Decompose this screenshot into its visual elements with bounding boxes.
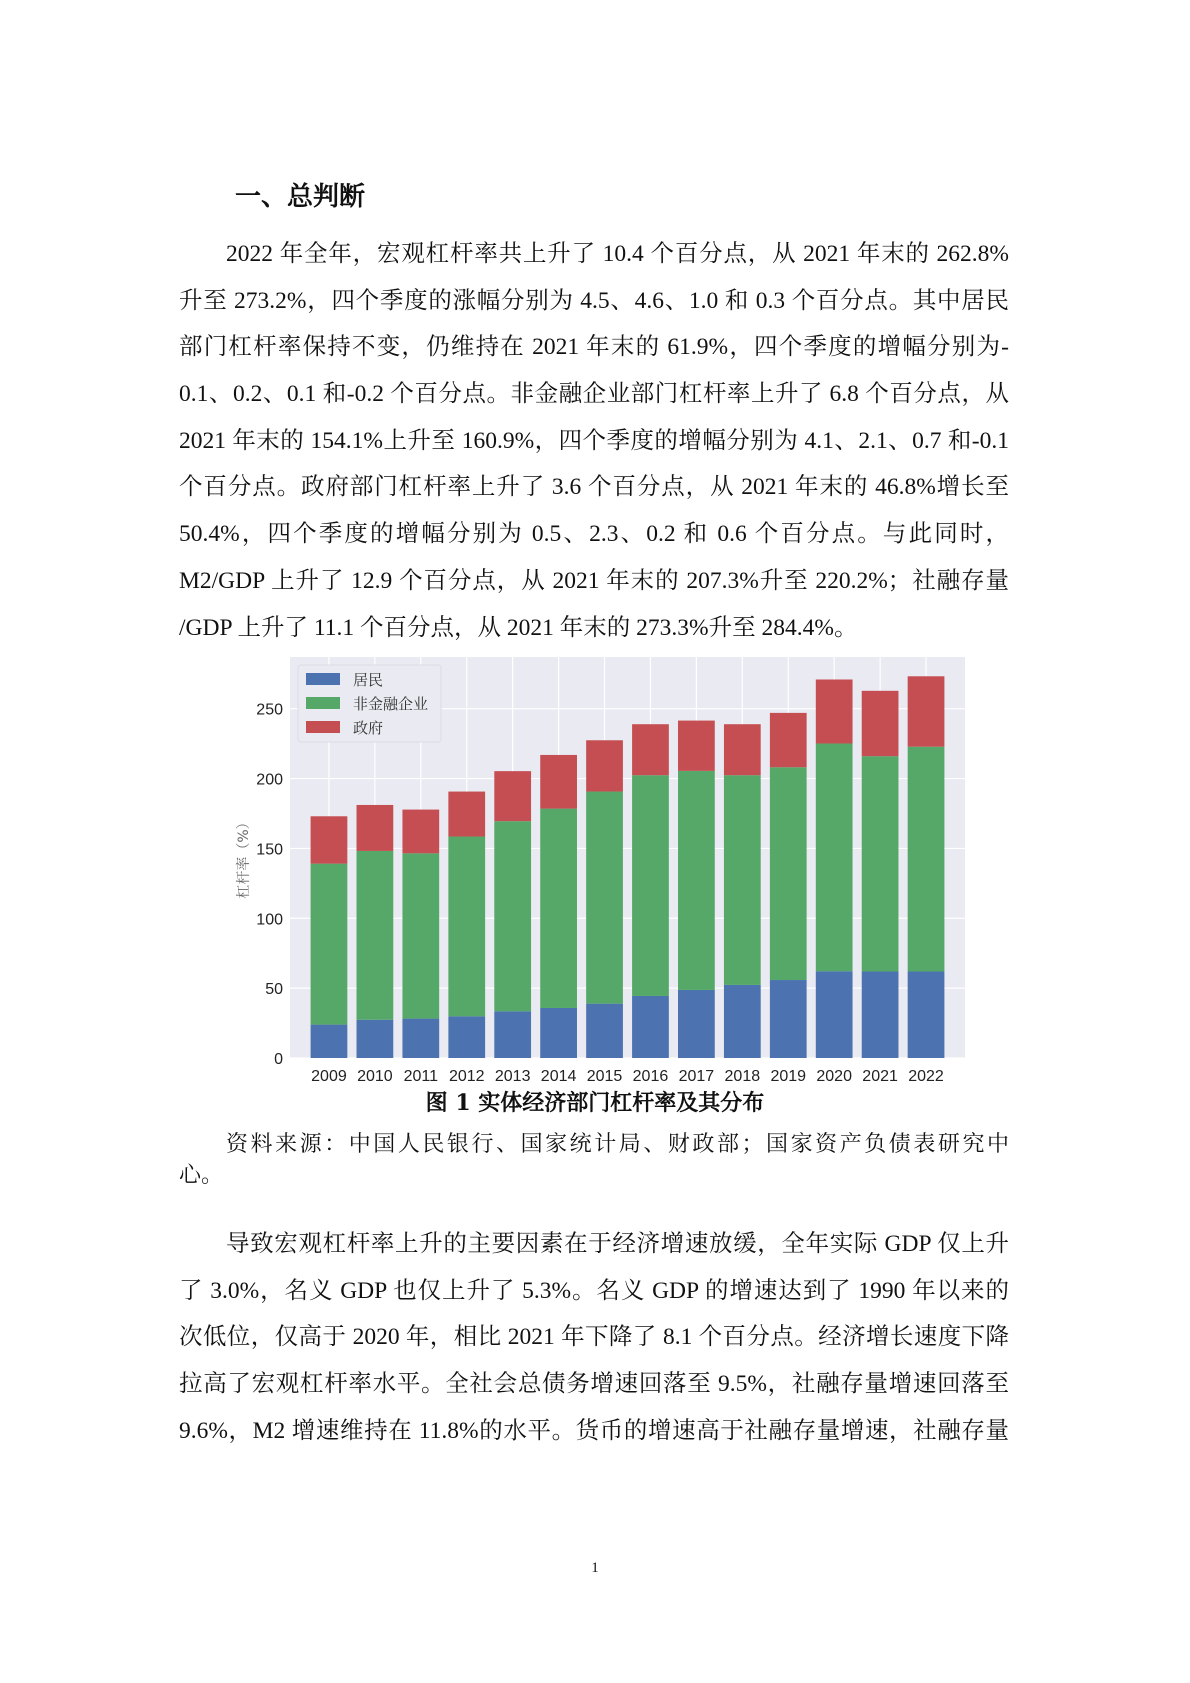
text-line: 拉高了宏观杠杆率水平。全社会总债务增速回落至 9.5%，社融存量增速回落至 [179,1371,1009,1398]
bar-政府-2015 [586,740,623,791]
x-tick-label: 2019 [770,1068,807,1085]
bar-居民-2013 [494,1011,531,1058]
text-line: 50.4%，四个季度的增幅分别为 0.5、2.3、0.2 和 0.6 个百分点。与此同时， [179,521,1009,548]
bar-居民-2011 [402,1019,439,1058]
bar-政府-2009 [311,816,348,863]
text-line: /GDP 上升了 11.1 个百分点，从 2021 年末的 273.3%升至 284.4%。 [179,614,858,641]
x-tick-label: 2018 [724,1068,761,1085]
bar-居民-2022 [908,972,945,1058]
legend-swatch-2 [306,721,340,733]
bar-非金融企业-2021 [862,756,899,971]
x-tick-label: 2009 [311,1068,347,1085]
source-line: 资料来源：中国人民银行、国家统计局、财政部；国家资产负债表研究中 [226,1131,1009,1156]
y-tick-label: 250 [256,701,283,719]
bar-政府-2010 [357,805,394,851]
text-line: 升至 273.2%，四个季度的涨幅分别为 4.5、4.6、1.0 和 0.3 个百分点。其中居民 [179,287,1009,314]
x-tick-label: 2011 [403,1068,439,1085]
bar-非金融企业-2014 [540,809,577,1008]
section-heading: 一、总判断 [235,182,366,212]
bar-居民-2014 [540,1008,577,1058]
bar-非金融企业-2019 [770,767,807,980]
x-tick-label: 2021 [862,1068,898,1085]
text-line: 了 3.0%，名义 GDP 也仅上升了 5.3%。名义 GDP 的增速达到了 1990 年以来的 [179,1277,1009,1304]
paragraph-2 [179,1221,1009,1454]
y-tick-label: 150 [256,841,283,859]
x-tick-label: 2015 [586,1068,623,1085]
bar-政府-2019 [770,713,807,767]
page-number: 1 [591,1560,599,1576]
bar-政府-2017 [678,721,715,771]
x-tick-label: 2022 [908,1068,944,1085]
text-line: M2/GDP 上升了 12.9 个百分点，从 2021 年末的 207.3%升至 220.2%；社融存量 [179,567,1009,594]
source-note [179,1128,1009,1190]
bar-非金融企业-2020 [816,743,853,971]
source-line: 心。 [179,1162,224,1187]
bar-政府-2013 [494,771,531,821]
x-tick-label: 2012 [448,1068,485,1085]
x-tick-label: 2010 [357,1068,393,1085]
x-tick-label: 2016 [632,1068,669,1085]
text-line: 2022 年全年，宏观杠杆率共上升了 10.4 个百分点，从 2021 年末的 262.8% [226,241,1009,267]
bar-非金融企业-2010 [357,851,394,1020]
y-tick-label: 200 [256,771,283,789]
text-line: 部门杠杆率保持不变，仍维持在 2021 年末的 61.9%，四个季度的增幅分别为- [179,334,1009,361]
text-line: 导致宏观杠杆率上升的主要因素在于经济增速放缓，全年实际 GDP 仅上升 [226,1231,1009,1257]
legend-swatch-0 [306,673,340,685]
text-line: 2021 年末的 154.1%上升至 160.9%，四个季度的增幅分别为 4.1、2.1、0.7 和-0.1 [179,427,1009,454]
bar-非金融企业-2015 [586,792,623,1004]
y-tick-label: 100 [256,911,283,929]
bar-居民-2021 [862,972,899,1058]
legend-swatch-1 [306,697,340,709]
bar-政府-2011 [402,810,439,854]
bar-居民-2017 [678,990,715,1058]
bar-非金融企业-2013 [494,821,531,1011]
text-line: 0.1、0.2、0.1 和-0.2 个百分点。非金融企业部门杠杆率上升了 6.8 个百分点，从 [179,381,1009,408]
bar-居民-2010 [357,1020,394,1058]
legend-label: 非金融企业 [353,695,429,713]
x-tick-label: 2014 [540,1068,577,1085]
bar-居民-2015 [586,1004,623,1058]
legend-label: 居民 [353,671,384,689]
bar-居民-2020 [816,971,853,1058]
bar-政府-2018 [724,724,761,775]
bar-非金融企业-2012 [448,837,485,1017]
x-tick-label: 2017 [678,1068,715,1085]
bar-政府-2014 [540,755,577,809]
bar-政府-2016 [632,724,669,775]
bar-居民-2018 [724,985,761,1058]
bar-非金融企业-2011 [402,853,439,1018]
bar-非金融企业-2018 [724,775,761,985]
bar-居民-2016 [632,996,669,1058]
bar-居民-2009 [311,1025,348,1058]
bar-非金融企业-2022 [908,747,945,972]
text-line: 9.6%，M2 增速维持在 11.8%的水平。货币的增速高于社融存量增速，社融存量 [179,1417,1009,1444]
bar-非金融企业-2017 [678,771,715,990]
x-tick-label: 2020 [816,1068,852,1085]
bar-政府-2020 [816,679,853,743]
bar-非金融企业-2016 [632,775,669,996]
y-axis-label: 杠杆率（%） [236,815,252,899]
x-tick-label: 2013 [494,1068,531,1085]
bar-非金融企业-2009 [311,864,348,1025]
y-tick-label: 0 [274,1051,283,1068]
y-tick-label: 50 [265,981,283,999]
bar-居民-2012 [448,1016,485,1058]
text-line: 个百分点。政府部门杠杆率上升了 3.6 个百分点，从 2021 年末的 46.8%增长至 [179,474,1009,501]
bar-政府-2021 [862,691,899,756]
legend-label: 政府 [353,719,384,737]
bar-居民-2019 [770,980,807,1058]
bar-政府-2022 [908,676,945,746]
text-line: 次低位，仅高于 2020 年，相比 2021 年下降了 8.1 个百分点。经济增长速度下降 [179,1324,1009,1351]
figure-caption: 图 1 实体经济部门杠杆率及其分布 [425,1090,765,1116]
bar-政府-2012 [448,792,485,837]
